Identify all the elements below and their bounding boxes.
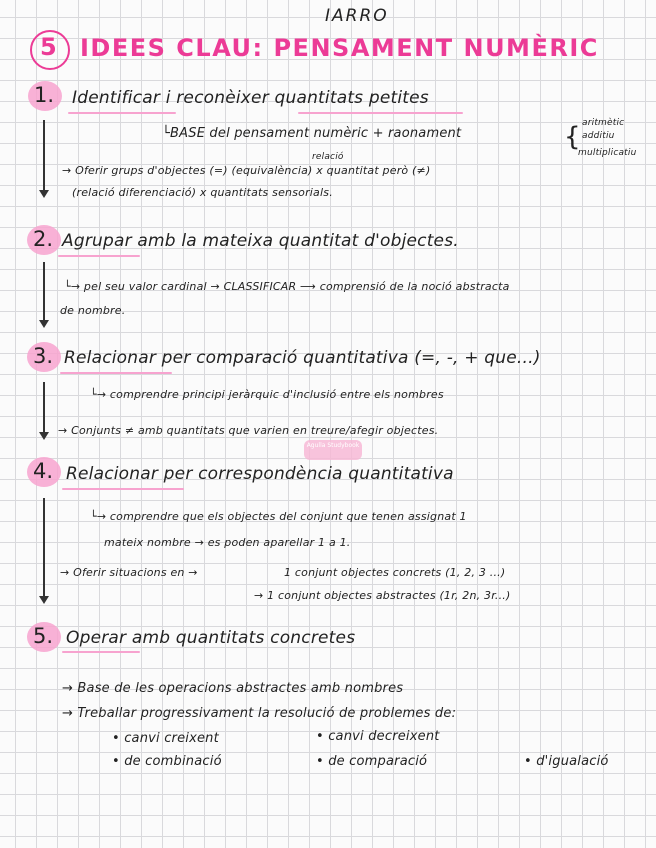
section-1-number: 1. bbox=[34, 83, 55, 107]
section-3-arrow-head bbox=[39, 432, 49, 440]
section-4-heading: Relacionar per correspondència quantitativa bbox=[66, 464, 454, 484]
section-3-line-2: → Conjunts ≠ amb quantitats que varien en treure/afegir objectes. bbox=[58, 424, 439, 437]
section-2-underline bbox=[58, 255, 140, 257]
section-5-line-1: → Base de les operacions abstractes amb nombres bbox=[62, 681, 404, 696]
section-5-underline bbox=[62, 651, 140, 653]
sticker-text: Agulla Studybook bbox=[306, 442, 360, 449]
section-4-line-2: mateix nombre → es poden aparellar 1 a 1. bbox=[104, 536, 351, 549]
section-4-number: 4. bbox=[33, 459, 54, 483]
section-3-number: 3. bbox=[33, 344, 54, 368]
brace-item-additive: additiu bbox=[582, 131, 615, 141]
section-1-heading: Identificar i reconèixer quantitats petites bbox=[72, 88, 429, 108]
author-name: IARRO bbox=[325, 6, 389, 26]
section-4-underline bbox=[62, 488, 184, 490]
section-2-line-2: de nombre. bbox=[60, 304, 126, 317]
section-4-line-4-right: → 1 conjunt objectes abstractes (1r, 2n, 3r...) bbox=[254, 589, 511, 602]
section-5-heading: Operar amb quantitats concretes bbox=[66, 628, 356, 648]
bullet-combinacio: • de combinació bbox=[112, 754, 222, 769]
section-2-number: 2. bbox=[33, 227, 54, 251]
section-2-arrow-head bbox=[39, 320, 49, 328]
section-4-line-3-right: 1 conjunt objectes concrets (1, 2, 3 ...) bbox=[284, 566, 506, 579]
brace-item-multiplicative: multiplicatiu bbox=[578, 148, 637, 158]
section-3-heading: Relacionar per comparació quantitativa (=, -, + que...) bbox=[64, 348, 541, 368]
section-1-base: └BASE del pensament numèric + raonament bbox=[162, 126, 462, 141]
section-2-arrow-line bbox=[43, 262, 45, 322]
section-1-underline bbox=[68, 112, 176, 114]
section-3-line-1: └→ comprendre principi jeràrquic d'inclusió entre els nombres bbox=[90, 388, 444, 401]
section-1-arrow-head bbox=[39, 190, 49, 198]
bullet-igualacio: • d'igualació bbox=[524, 754, 609, 769]
title-number: 5 bbox=[40, 33, 59, 61]
section-3-arrow-line bbox=[43, 382, 45, 434]
section-1-line-2: (relació diferenciació) x quantitats sensorials. bbox=[72, 186, 333, 199]
section-5-line-2: → Treballar progressivament la resolució de problemes de: bbox=[62, 706, 457, 721]
section-2-heading: Agrupar amb la mateixa quantitat d'objectes. bbox=[62, 231, 459, 251]
section-1-underline-2 bbox=[298, 112, 463, 114]
section-3-underline bbox=[60, 372, 172, 374]
section-1-brace: { bbox=[564, 122, 581, 152]
brace-item-arithmetic: aritmètic bbox=[582, 118, 625, 128]
bullet-comparacio: • de comparació bbox=[316, 754, 428, 769]
section-4-line-1: └→ comprendre que els objectes del conjunt que tenen assignat 1 bbox=[90, 510, 467, 523]
bullet-canvi-decreixent: • canvi decreixent bbox=[316, 729, 440, 744]
bullet-canvi-creixent: • canvi creixent bbox=[112, 731, 219, 746]
section-1-arrow-line bbox=[43, 120, 45, 192]
section-4-arrow-line bbox=[43, 498, 45, 598]
section-1-line-1: → Oferir grups d'objectes (=) (equivalència) x quantitat però (≠) bbox=[62, 164, 431, 177]
section-4-arrow-head bbox=[39, 596, 49, 604]
section-4-line-3-left: → Oferir situacions en → bbox=[60, 566, 198, 579]
section-5-number: 5. bbox=[33, 624, 54, 648]
section-1-note-relacio: relació bbox=[312, 152, 344, 162]
section-2-line-1: └→ pel seu valor cardinal → CLASSIFICAR ⟶ comprensió de la noció abstracta bbox=[64, 280, 510, 293]
page-title: IDEES CLAU: PENSAMENT NUMÈRIC bbox=[80, 34, 599, 62]
